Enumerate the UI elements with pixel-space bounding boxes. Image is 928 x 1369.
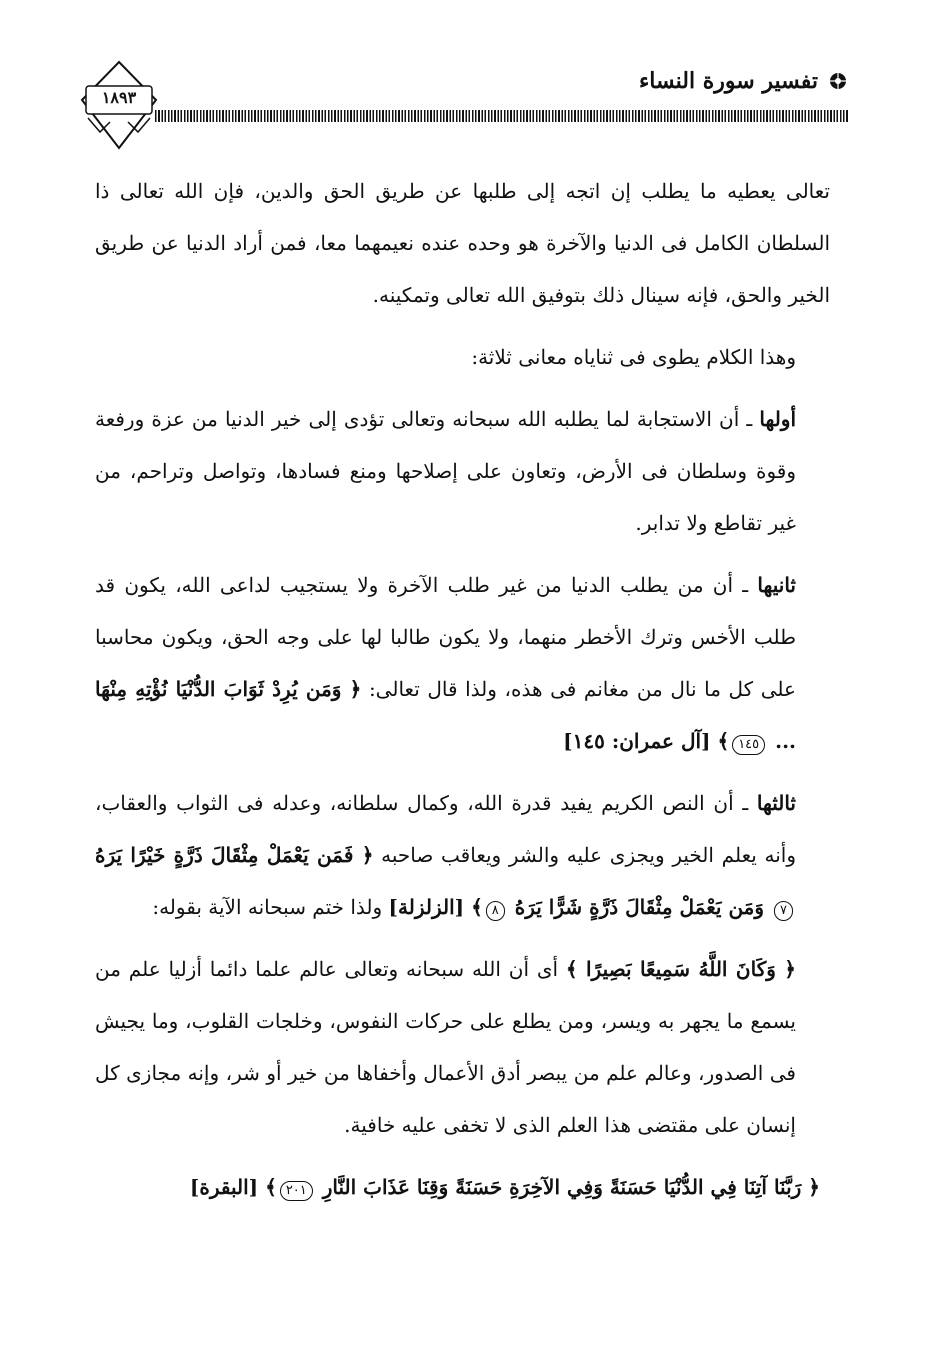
running-title bbox=[639, 68, 848, 94]
header-title-text: تفسير سورة النساء bbox=[638, 68, 818, 94]
ayah-number-145: ١٤٥ bbox=[732, 735, 765, 755]
paragraph-4-lead: ثانيها bbox=[757, 573, 796, 597]
paragraph-6-text: أى أن الله سبحانه وتعالى عالم علما دائما أزليا علم من يسمع ما يجهر به ويسر، ومن يطلع على حركات النفوس، وخلجات القلوب، وما يجيش فى الصدور، وعالم علم من يبصر أدق الأعمال وأخفاها من خير أو شر، وإنه مجازى كل إنسان على مقتضى هذا العلم الذى لا تخفى عليه خافية. bbox=[95, 957, 796, 1137]
quran-reference-2: ﴾ [الزلزلة] bbox=[388, 895, 483, 919]
quran-quote-4: ﴿ وَكَانَ اللَّهُ سَمِيعًا بَصِيرًا ﴾ bbox=[565, 957, 797, 981]
paragraph-2-text: وهذا الكلام يطوى فى ثناياه معانى ثلاثة: bbox=[471, 345, 796, 369]
paragraph-2 bbox=[95, 331, 830, 383]
ayah-number-7: ٧ bbox=[774, 901, 793, 921]
paragraph-5-tail: ولذا ختم سبحانه الآية بقوله: bbox=[152, 895, 389, 919]
paragraph-4-text: ـ أن من يطلب الدنيا من غير طلب الآخرة ولا يستجيب لداعى الله، يكون قد طلب الأخس وترك الأخطر منهما، ولا يكون طالبا لها على وجه الحق، ويكون محاسبا على كل ما نال من مغانم فى هذه، ولذا قال تعالى: bbox=[95, 573, 796, 701]
quran-quote-2: ﴿ فَمَن يَعْمَلْ مِثْقَالَ ذَرَّةٍ خَيْرًا يَرَهُ bbox=[95, 843, 374, 867]
paragraph-5 bbox=[95, 777, 830, 933]
page-body bbox=[95, 165, 830, 1223]
closing-verse bbox=[95, 1161, 830, 1213]
quran-quote-1: ﴿ وَمَن يُرِدْ ثَوَابَ الدُّنْيَا نُؤْتِهِ مِنْهَا ... bbox=[95, 677, 796, 753]
ayah-number-201: ٢٠١ bbox=[280, 1181, 313, 1201]
paragraph-4 bbox=[95, 559, 830, 767]
quran-quote-3: وَمَن يَعْمَلْ مِثْقَالَ ذَرَّةٍ شَرًّا يَرَهُ bbox=[507, 895, 772, 919]
paragraph-1 bbox=[95, 165, 830, 321]
page-number: ١٨٩٣ bbox=[101, 88, 137, 107]
closing-verse-reference: ﴾ [البقرة] bbox=[189, 1175, 277, 1199]
ornament-icon bbox=[828, 71, 848, 91]
paragraph-3-lead: أولها bbox=[759, 407, 796, 431]
quran-reference-1: ﴾ [آل عمران: ١٤٥] bbox=[563, 729, 730, 753]
paragraph-6 bbox=[95, 943, 830, 1151]
ayah-number-8: ٨ bbox=[486, 901, 505, 921]
paragraph-1-text: تعالى يعطيه ما يطلب إن اتجه إلى طلبها عن طريق الحق والدين، فإن الله تعالى ذا السلطان الكامل فى الدنيا والآخرة هو وحده عنده نعيمهما معا، فمن أراد الدنيا عن طريق الخير والحق، فإنه سينال ذلك بتوفيق الله تعالى وتمكينه. bbox=[95, 179, 831, 307]
page-number-badge bbox=[80, 60, 158, 150]
closing-verse-text: ﴿ رَبَّنَا آتِنَا فِي الدُّنْيَا حَسَنَةً وَفِي الآخِرَةِ حَسَنَةً وَقِنَا عَذَابَ النَّارِ bbox=[315, 1175, 820, 1199]
paragraph-5-lead: ثالثها bbox=[756, 791, 796, 815]
paragraph-3-text: ـ أن الاستجابة لما يطلبه الله سبحانه وتعالى تؤدى إلى خير الدنيا من عزة ورفعة وقوة وسلطان فى الأرض، وتعاون على إصلاحها ومنع فسادها، وتواصل وتراحم، من غير تقاطع ولا تدابر. bbox=[95, 407, 797, 535]
header-rule bbox=[155, 110, 848, 122]
page-header bbox=[80, 60, 848, 150]
paragraph-3 bbox=[95, 393, 830, 549]
paragraph-5-text: ـ أن النص الكريم يفيد قدرة الله، وكمال سلطانه، وعدله فى الثواب والعقاب، وأنه يعلم الخير ويجزى عليه والشر ويعاقب صاحبه bbox=[95, 791, 797, 867]
